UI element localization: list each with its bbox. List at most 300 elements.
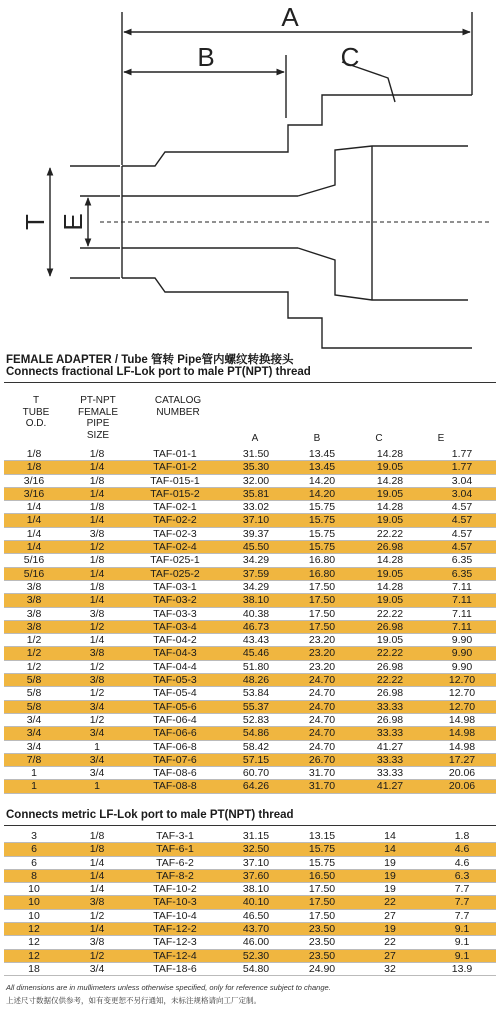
table-cell: 1/4: [64, 856, 130, 869]
table-cell: 6.35: [428, 567, 496, 580]
table-cell: 24.70: [292, 727, 352, 740]
table-cell: TAF-06-6: [130, 727, 220, 740]
table-cell: TAF-02-2: [130, 514, 220, 527]
table-cell: 14: [352, 843, 428, 856]
table-row: [4, 514, 496, 527]
table-cell: TAF-05-4: [130, 687, 220, 700]
table-cell: TAF-12-3: [130, 936, 220, 949]
table-cell: 1/2: [64, 541, 130, 554]
footnote-english: All dimensions are in mullimeters unless otherwise specified, only for reference subject to change.: [6, 983, 331, 992]
table-cell: 3/8: [4, 580, 64, 593]
table-cell: 13.15: [292, 830, 352, 843]
adapter-drawing: [0, 0, 500, 350]
table-cell: 35.81: [220, 487, 292, 500]
table-cell: 1/4: [64, 883, 130, 896]
table-row: [4, 620, 496, 633]
table-cell: 1/4: [64, 634, 130, 647]
table-cell: 16.80: [292, 554, 352, 567]
table-cell: TAF-025-1: [130, 554, 220, 567]
dim-label-b: B: [197, 42, 215, 72]
table-cell: 19: [352, 856, 428, 869]
table-cell: TAF-18-6: [130, 962, 220, 975]
table-row: [4, 856, 496, 869]
table-cell: 1: [4, 780, 64, 793]
table-cell: 10: [4, 896, 64, 909]
header-c: C: [375, 433, 383, 444]
table-cell: 9.1: [428, 936, 496, 949]
table-cell: 24.70: [292, 687, 352, 700]
table-cell: 37.10: [220, 856, 292, 869]
table-cell: 52.30: [220, 949, 292, 962]
table-row: [4, 713, 496, 726]
table-cell: 1/8: [64, 554, 130, 567]
table-cell: 19: [352, 923, 428, 936]
table-cell: 31.50: [220, 448, 292, 461]
table-cell: 6: [4, 843, 64, 856]
table-cell: 26.98: [352, 541, 428, 554]
table-cell: 24.90: [292, 962, 352, 975]
table-cell: 8: [4, 869, 64, 882]
table-cell: 46.73: [220, 620, 292, 633]
table-cell: 1/4: [4, 527, 64, 540]
table-cell: 37.10: [220, 514, 292, 527]
table-row: [4, 753, 496, 766]
table-cell: 6.35: [428, 554, 496, 567]
table-cell: 64.26: [220, 780, 292, 793]
table-cell: 22.22: [352, 647, 428, 660]
table-cell: 14.20: [292, 487, 352, 500]
table-cell: 1/8: [64, 580, 130, 593]
table-cell: 3/4: [64, 962, 130, 975]
table-cell: 17.50: [292, 580, 352, 593]
table-row: [4, 936, 496, 949]
table-cell: 14.98: [428, 713, 496, 726]
table-cell: 12.70: [428, 674, 496, 687]
table-cell: 19.05: [352, 461, 428, 474]
table-cell: 14.98: [428, 740, 496, 753]
table-cell: 35.30: [220, 461, 292, 474]
table-cell: 3/4: [4, 713, 64, 726]
table-cell: 1.77: [428, 461, 496, 474]
table-row: [4, 474, 496, 487]
table-row: [4, 634, 496, 647]
header-catalog-number: CATALOG NUMBER: [154, 395, 202, 418]
table-row: [4, 727, 496, 740]
table-cell: 40.38: [220, 607, 292, 620]
table-cell: 33.33: [352, 753, 428, 766]
table-cell: 1/4: [64, 869, 130, 882]
table-cell: 19.05: [352, 514, 428, 527]
header-e: E: [437, 433, 445, 444]
table-cell: 26.98: [352, 687, 428, 700]
table-cell: 6: [4, 856, 64, 869]
table-cell: 1/4: [64, 567, 130, 580]
table-cell: 15.75: [292, 527, 352, 540]
table-cell: 26.98: [352, 713, 428, 726]
table-cell: 45.50: [220, 541, 292, 554]
table-cell: TAF-10-2: [130, 883, 220, 896]
table-cell: 1/8: [64, 501, 130, 514]
table-cell: 3/8: [64, 647, 130, 660]
section-subtitle: Connects fractional LF-Lok port to male PT(NPT) thread: [6, 366, 311, 378]
table-cell: 1/2: [64, 687, 130, 700]
table-cell: 5/8: [4, 687, 64, 700]
table-cell: 7/8: [4, 753, 64, 766]
table-cell: 15.75: [292, 541, 352, 554]
table-cell: 22.22: [352, 607, 428, 620]
table-cell: 7.11: [428, 594, 496, 607]
dim-label-e: E: [58, 213, 88, 231]
table-cell: 39.37: [220, 527, 292, 540]
table-cell: 9.1: [428, 949, 496, 962]
table-cell: 52.83: [220, 713, 292, 726]
table-cell: 1: [4, 767, 64, 780]
metric-section-title: Connects metric LF-Lok port to male PT(NPT) thread: [6, 809, 294, 821]
table-cell: 24.70: [292, 674, 352, 687]
table-cell: 19.05: [352, 594, 428, 607]
table-cell: 17.50: [292, 607, 352, 620]
table-cell: 9.90: [428, 660, 496, 673]
table-row: [4, 448, 496, 461]
table-cell: 26.98: [352, 660, 428, 673]
table-cell: 3/16: [4, 487, 64, 500]
table-cell: 3/4: [64, 767, 130, 780]
table-cell: 19.05: [352, 567, 428, 580]
table-cell: 13.45: [292, 461, 352, 474]
table-row: [4, 461, 496, 474]
table-cell: 32.00: [220, 474, 292, 487]
table-cell: 1/2: [4, 634, 64, 647]
table-cell: 37.60: [220, 869, 292, 882]
table-cell: 14: [352, 830, 428, 843]
table-cell: TAF-6-2: [130, 856, 220, 869]
table-cell: 4.6: [428, 856, 496, 869]
table-cell: 3/8: [4, 620, 64, 633]
table-cell: 1/4: [64, 487, 130, 500]
table-cell: 20.06: [428, 780, 496, 793]
table-cell: TAF-08-6: [130, 767, 220, 780]
table-row: [4, 501, 496, 514]
table-cell: 1: [64, 740, 130, 753]
table-cell: 1/2: [64, 949, 130, 962]
table-cell: 23.50: [292, 923, 352, 936]
table-cell: 22.22: [352, 527, 428, 540]
table-cell: 14.20: [292, 474, 352, 487]
table-cell: 18: [4, 962, 64, 975]
divider: [4, 825, 496, 826]
table-cell: 14.28: [352, 448, 428, 461]
table-cell: 1.77: [428, 448, 496, 461]
table-cell: 1/4: [4, 514, 64, 527]
table-cell: 1/4: [64, 594, 130, 607]
table-cell: 1/8: [64, 448, 130, 461]
table-cell: 5/8: [4, 674, 64, 687]
table-row: [4, 607, 496, 620]
table-cell: 7.7: [428, 909, 496, 922]
table-row: [4, 740, 496, 753]
table-cell: 9.90: [428, 634, 496, 647]
table-cell: 14.28: [352, 501, 428, 514]
table-cell: 3/4: [64, 753, 130, 766]
table-cell: 23.50: [292, 936, 352, 949]
table-cell: 1/2: [64, 620, 130, 633]
table-cell: 16.50: [292, 869, 352, 882]
table-cell: 17.50: [292, 594, 352, 607]
table-cell: 33.33: [352, 767, 428, 780]
table-cell: TAF-6-1: [130, 843, 220, 856]
table-cell: 54.80: [220, 962, 292, 975]
table-cell: 3/8: [4, 607, 64, 620]
table-cell: TAF-07-6: [130, 753, 220, 766]
table-cell: 26.70: [292, 753, 352, 766]
table-cell: 31.70: [292, 780, 352, 793]
table-cell: TAF-02-3: [130, 527, 220, 540]
table-cell: 7.11: [428, 580, 496, 593]
table-cell: TAF-03-1: [130, 580, 220, 593]
table-cell: 3/8: [64, 674, 130, 687]
header-a: A: [251, 433, 259, 444]
table-cell: TAF-03-4: [130, 620, 220, 633]
table-cell: TAF-06-8: [130, 740, 220, 753]
table-cell: 1/8: [4, 461, 64, 474]
table-row: [4, 687, 496, 700]
table-row: [4, 527, 496, 540]
table-cell: 31.15: [220, 830, 292, 843]
table-cell: 41.27: [352, 740, 428, 753]
table-cell: 15.75: [292, 501, 352, 514]
table-cell: TAF-04-4: [130, 660, 220, 673]
dim-label-c: C: [340, 42, 360, 72]
table-cell: 57.15: [220, 753, 292, 766]
table-cell: TAF-02-1: [130, 501, 220, 514]
table-cell: 5/16: [4, 554, 64, 567]
table-cell: 20.06: [428, 767, 496, 780]
table-cell: 40.10: [220, 896, 292, 909]
table-cell: 3/8: [4, 594, 64, 607]
section-title: FEMALE ADAPTER / Tube 管转 Pipe管内螺纹转换接头: [6, 354, 294, 366]
table-cell: 23.50: [292, 949, 352, 962]
table-row: [4, 541, 496, 554]
table-cell: 12: [4, 936, 64, 949]
table-cell: 6.3: [428, 869, 496, 882]
table-cell: 37.59: [220, 567, 292, 580]
table-cell: 3/4: [4, 727, 64, 740]
table-cell: 12.70: [428, 700, 496, 713]
table-cell: 33.33: [352, 700, 428, 713]
table-cell: 46.00: [220, 936, 292, 949]
table-cell: TAF-04-3: [130, 647, 220, 660]
table-cell: TAF-06-4: [130, 713, 220, 726]
table-cell: 54.86: [220, 727, 292, 740]
table-cell: 4.57: [428, 501, 496, 514]
table-row: [4, 923, 496, 936]
table-cell: 17.50: [292, 909, 352, 922]
table-cell: 3.04: [428, 474, 496, 487]
table-cell: 1/2: [4, 647, 64, 660]
table-cell: 1/4: [64, 923, 130, 936]
table-cell: 17.50: [292, 883, 352, 896]
table-cell: TAF-025-2: [130, 567, 220, 580]
table-cell: 1/4: [4, 501, 64, 514]
table-cell: 43.70: [220, 923, 292, 936]
table-cell: 4.57: [428, 541, 496, 554]
table-cell: TAF-05-6: [130, 700, 220, 713]
table-cell: 3/4: [64, 700, 130, 713]
table-cell: 4.57: [428, 514, 496, 527]
table-cell: TAF-12-2: [130, 923, 220, 936]
table-cell: 60.70: [220, 767, 292, 780]
table-cell: 33.33: [352, 727, 428, 740]
table-cell: 15.75: [292, 856, 352, 869]
table-cell: 31.70: [292, 767, 352, 780]
table-row: [4, 767, 496, 780]
table-cell: 26.98: [352, 620, 428, 633]
table-cell: TAF-8-2: [130, 869, 220, 882]
table-cell: 41.27: [352, 780, 428, 793]
table-cell: 15.75: [292, 514, 352, 527]
table-cell: 1/2: [4, 660, 64, 673]
table-cell: 19.05: [352, 634, 428, 647]
table-cell: 43.43: [220, 634, 292, 647]
table-cell: 13.45: [292, 448, 352, 461]
table-cell: 15.75: [292, 843, 352, 856]
table-row: [4, 949, 496, 962]
table-cell: 14.28: [352, 580, 428, 593]
table-cell: 3.04: [428, 487, 496, 500]
table-cell: 32: [352, 962, 428, 975]
table-row: [4, 594, 496, 607]
table-row: [4, 700, 496, 713]
table-cell: 46.50: [220, 909, 292, 922]
table-cell: TAF-02-4: [130, 541, 220, 554]
table-cell: TAF-08-8: [130, 780, 220, 793]
table-cell: 14.28: [352, 554, 428, 567]
table-cell: 1: [64, 780, 130, 793]
table-cell: 24.70: [292, 713, 352, 726]
table-cell: 55.37: [220, 700, 292, 713]
table-row: [4, 780, 496, 793]
divider: [4, 382, 496, 383]
table-cell: TAF-03-3: [130, 607, 220, 620]
table-row: [4, 909, 496, 922]
table-cell: TAF-04-2: [130, 634, 220, 647]
table-cell: 13.9: [428, 962, 496, 975]
table-row: [4, 554, 496, 567]
dim-label-t: T: [20, 214, 50, 230]
table-cell: TAF-01-2: [130, 461, 220, 474]
metric-table: [4, 830, 496, 976]
table-cell: 12.70: [428, 687, 496, 700]
table-cell: 10: [4, 883, 64, 896]
header-pipe-size: PT-NPT FEMALE PIPE SIZE: [77, 395, 118, 441]
table-cell: 1/2: [64, 660, 130, 673]
table-row: [4, 660, 496, 673]
table-cell: 17.27: [428, 753, 496, 766]
table-cell: 12: [4, 949, 64, 962]
table-row: [4, 567, 496, 580]
table-cell: 19: [352, 869, 428, 882]
table-cell: 1/8: [64, 830, 130, 843]
table-cell: 3/8: [64, 527, 130, 540]
table-row: [4, 674, 496, 687]
table-cell: 22: [352, 896, 428, 909]
table-cell: 5/8: [4, 700, 64, 713]
table-cell: 3/8: [64, 936, 130, 949]
table-cell: 33.02: [220, 501, 292, 514]
table-row: [4, 830, 496, 843]
table-cell: 17.50: [292, 896, 352, 909]
table-cell: 45.46: [220, 647, 292, 660]
table-cell: TAF-3-1: [130, 830, 220, 843]
table-cell: TAF-10-4: [130, 909, 220, 922]
header-b: B: [313, 433, 321, 444]
fractional-table: [4, 448, 496, 794]
table-row: [4, 487, 496, 500]
table-cell: 1/2: [64, 909, 130, 922]
table-cell: 1/2: [64, 713, 130, 726]
table-cell: 38.10: [220, 883, 292, 896]
table-cell: 7.11: [428, 620, 496, 633]
table-cell: 34.29: [220, 554, 292, 567]
table-cell: 27: [352, 949, 428, 962]
table-cell: 7.7: [428, 883, 496, 896]
table-cell: 3/8: [64, 607, 130, 620]
table-row: [4, 869, 496, 882]
table-cell: 10: [4, 909, 64, 922]
dim-label-a: A: [281, 2, 299, 32]
table-cell: 58.42: [220, 740, 292, 753]
table-cell: TAF-10-3: [130, 896, 220, 909]
table-cell: 16.80: [292, 567, 352, 580]
table-cell: 9.90: [428, 647, 496, 660]
table-cell: 1/4: [64, 514, 130, 527]
table-cell: 3/4: [4, 740, 64, 753]
footnote-chinese: 上述尺寸数据仅供参考，如有变更恕不另行通知，未标注规格请向工厂定制。: [6, 996, 261, 1005]
table-row: [4, 843, 496, 856]
table-cell: 53.84: [220, 687, 292, 700]
table-cell: 1/4: [64, 461, 130, 474]
table-cell: 3: [4, 830, 64, 843]
table-cell: 23.20: [292, 660, 352, 673]
table-row: [4, 962, 496, 975]
table-cell: 22: [352, 936, 428, 949]
table-cell: 7.11: [428, 607, 496, 620]
table-cell: 27: [352, 909, 428, 922]
table-cell: 19: [352, 883, 428, 896]
header-tube-od: T TUBE O.D.: [22, 395, 50, 429]
table-cell: 3/8: [64, 896, 130, 909]
table-cell: 24.70: [292, 700, 352, 713]
table-cell: 48.26: [220, 674, 292, 687]
table-cell: 34.29: [220, 580, 292, 593]
table-row: [4, 883, 496, 896]
table-cell: 1/8: [4, 448, 64, 461]
table-cell: 1/8: [64, 474, 130, 487]
table-cell: 22.22: [352, 674, 428, 687]
table-cell: 38.10: [220, 594, 292, 607]
table-cell: TAF-05-3: [130, 674, 220, 687]
table-cell: 3/4: [64, 727, 130, 740]
table-cell: 4.6: [428, 843, 496, 856]
table-cell: 32.50: [220, 843, 292, 856]
table-row: [4, 580, 496, 593]
table-cell: 14.28: [352, 474, 428, 487]
table-row: [4, 896, 496, 909]
table-cell: 5/16: [4, 567, 64, 580]
table-cell: 1.8: [428, 830, 496, 843]
table-cell: 51.80: [220, 660, 292, 673]
table-cell: 14.98: [428, 727, 496, 740]
